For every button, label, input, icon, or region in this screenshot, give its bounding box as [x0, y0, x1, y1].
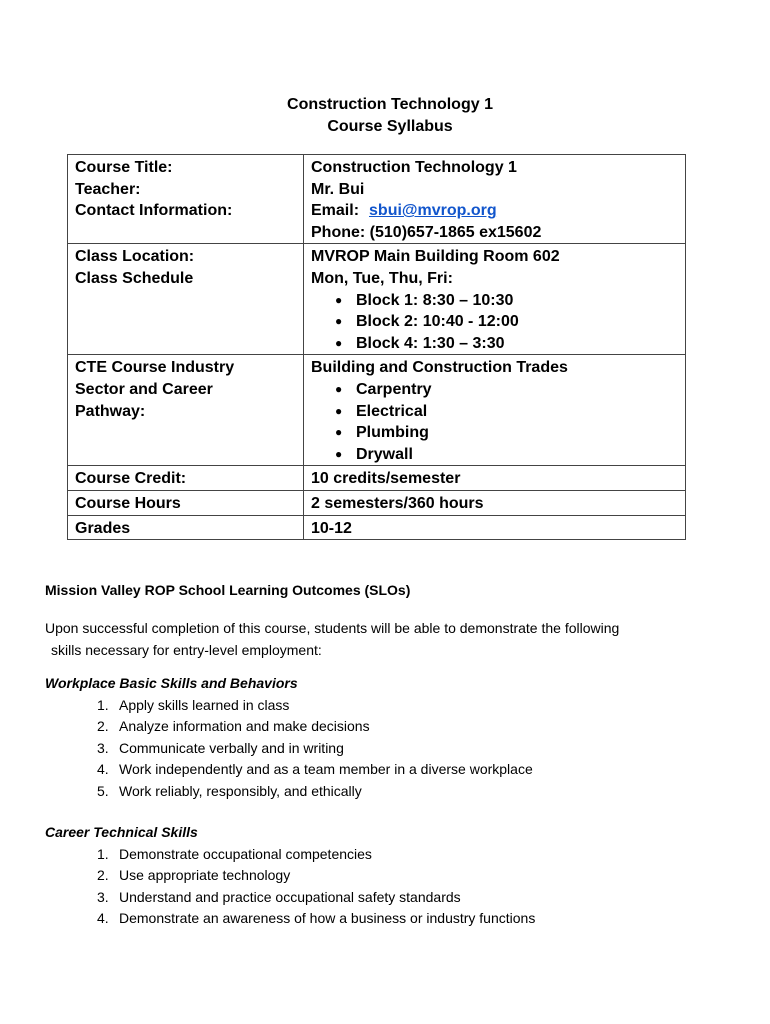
table-row [68, 155, 686, 244]
table-row [68, 490, 686, 515]
email-line [311, 200, 678, 222]
workplace-skills-section [45, 673, 745, 802]
bullet-icon: ● [335, 446, 343, 461]
table-cell-labels [68, 515, 304, 540]
list-item: 4. Work independently and as a team member in a diverse workplace [97, 761, 533, 777]
career-technical-list [45, 844, 745, 930]
slo-intro [45, 618, 745, 661]
workplace-skills-list [45, 695, 745, 803]
table-cell-labels [68, 490, 304, 515]
table-row [68, 515, 686, 540]
table-cell-values [304, 490, 686, 515]
sector-label-line: Sector and Career [75, 380, 213, 398]
list-item: ● Electrical [335, 401, 678, 423]
phone-value: Phone: (510)657-1865 ex15602 [311, 223, 542, 241]
list-item: ● Block 4: 1:30 – 3:30 [335, 333, 678, 355]
course-title-value: Construction Technology 1 [311, 159, 517, 176]
table-row [68, 466, 686, 491]
list-item: 2. Use appropriate technology [97, 867, 291, 883]
bullet-icon: ● [335, 314, 343, 329]
sector-label-line: Pathway: [75, 402, 146, 420]
table-row [68, 355, 686, 466]
table-cell-values [304, 515, 686, 540]
list-item: 3. Understand and practice occupational safety standards [97, 888, 461, 905]
table-cell-values [304, 155, 686, 244]
credit-label: Course Credit: [75, 470, 187, 488]
credit-value: 10 credits/semester [311, 470, 461, 488]
bullet-icon: ● [335, 403, 343, 418]
table-cell-labels [68, 155, 304, 244]
slo-heading: Mission Valley ROP School Learning Outcomes (SLOs) [45, 582, 411, 598]
list-item: 2. Analyze information and make decisions [97, 718, 370, 734]
grades-value: 10-12 [311, 519, 352, 537]
grades-label: Grades [75, 519, 131, 537]
sector-label-line: CTE Course Industry [75, 359, 235, 377]
list-item: ● Block 1: 8:30 – 10:30 [335, 290, 678, 312]
workplace-skills-heading: Workplace Basic Skills and Behaviors [45, 675, 298, 691]
list-item: ● Plumbing [335, 422, 678, 444]
location-label: Class Location: [75, 248, 195, 266]
course-title-label: Course Title: [75, 159, 173, 176]
email-link[interactable]: sbui@mvrop.org [369, 202, 497, 220]
teacher-value: Mr. Bui [311, 180, 365, 198]
list-item: 4. Demonstrate an awareness of how a business or industry functions [97, 910, 536, 926]
email-label: Email: [311, 202, 360, 220]
teacher-label: Teacher: [75, 180, 141, 198]
list-item: ● Drywall [335, 444, 678, 466]
bullet-icon: ● [335, 292, 343, 307]
sector-value: Building and Construction Trades [311, 359, 568, 377]
contact-label: Contact Information: [75, 202, 233, 220]
table-cell-labels [68, 244, 304, 355]
table-cell-labels [68, 355, 304, 466]
table-cell-values [304, 244, 686, 355]
table-cell-values [304, 466, 686, 491]
schedule-blocks-list [311, 290, 678, 355]
schedule-days: Mon, Tue, Thu, Fri: [311, 269, 453, 287]
page-title: Construction Technology 1 [287, 96, 493, 113]
table-row [68, 244, 686, 355]
table-cell-labels [68, 466, 304, 491]
course-info-table [67, 154, 686, 540]
table-cell-values [304, 355, 686, 466]
career-technical-heading: Career Technical Skills [45, 824, 198, 840]
hours-label: Course Hours [75, 494, 181, 512]
bullet-icon: ● [335, 425, 343, 440]
career-technical-section [45, 822, 745, 930]
list-item: 1. Demonstrate occupational competencies [97, 845, 372, 862]
list-item: ● Carpentry [335, 379, 678, 401]
pathways-list [311, 379, 678, 465]
location-value: MVROP Main Building Room 602 [311, 248, 560, 266]
list-item: 1. Apply skills learned in class [97, 696, 290, 713]
slo-intro-line: Upon successful completion of this course, students will be able to demonstrate the following [45, 620, 620, 636]
list-item: 3. Communicate verbally and in writing [97, 739, 344, 756]
schedule-label: Class Schedule [75, 269, 194, 287]
list-item: ● Block 2: 10:40 - 12:00 [335, 311, 678, 333]
bullet-icon: ● [335, 381, 343, 396]
list-item: 5. Work reliably, responsibly, and ethically [97, 782, 362, 799]
slo-intro-line: skills necessary for entry-level employment: [51, 641, 322, 658]
bullet-icon: ● [335, 335, 343, 350]
page-subtitle: Course Syllabus [327, 118, 453, 135]
document-title-block [0, 94, 770, 138]
hours-value: 2 semesters/360 hours [311, 494, 484, 512]
